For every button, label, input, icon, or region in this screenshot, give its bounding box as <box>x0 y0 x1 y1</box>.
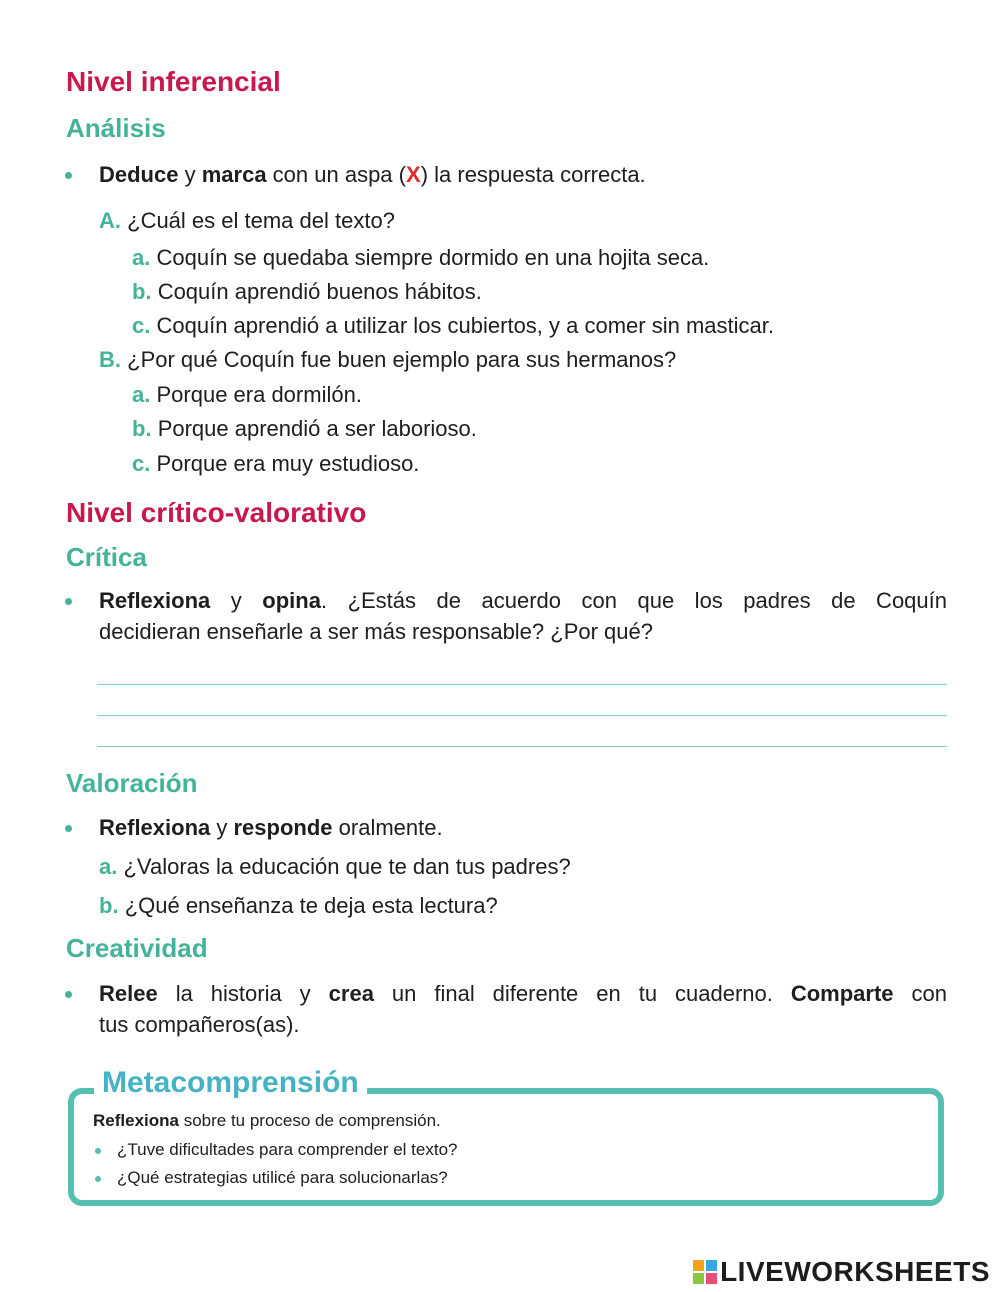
question-b: B. ¿Por qué Coquín fue buen ejemplo para sus hermanos? <box>99 347 677 372</box>
heading-nivel-inferencial: Nivel inferencial <box>66 66 281 97</box>
option-b-a[interactable]: a. Porque era dormilón. <box>132 382 362 407</box>
bullet-icon <box>65 991 72 998</box>
subheading-analisis: Análisis <box>66 113 166 143</box>
answer-line[interactable] <box>97 684 947 685</box>
option-b-b[interactable]: b. Porque aprendió a ser laborioso. <box>132 416 477 441</box>
question-a: A. ¿Cuál es el tema del texto? <box>99 208 395 233</box>
critica-question-line1: Reflexiona y opina. ¿Estás de acuerdo con que los padres de Coquín <box>99 588 947 613</box>
subheading-critica: Crítica <box>66 542 147 572</box>
metacomprension-title: Metacomprensión <box>94 1066 367 1100</box>
valoracion-item-a: a. ¿Valoras la educación que te dan tus padres? <box>99 854 571 879</box>
metacomprension-item: ¿Tuve dificultades para comprender el texto? <box>117 1140 458 1159</box>
subheading-valoracion: Valoración <box>66 768 198 798</box>
bullet-icon <box>65 172 72 179</box>
creatividad-line1: Relee la historia y crea un final diferente en tu cuaderno. Comparte con <box>99 981 947 1006</box>
option-a-c[interactable]: c. Coquín aprendió a utilizar los cubiertos, y a comer sin masticar. <box>132 313 774 338</box>
x-mark-icon: X <box>406 162 421 187</box>
liveworksheets-logo: LIVEWORKSHEETS <box>693 1256 990 1288</box>
metacomprension-instruction: Reflexiona sobre tu proceso de comprensión. <box>93 1111 441 1130</box>
valoracion-item-b: b. ¿Qué enseñanza te deja esta lectura? <box>99 893 498 918</box>
subheading-creatividad: Creatividad <box>66 933 208 963</box>
bullet-icon <box>95 1176 101 1182</box>
option-b-c[interactable]: c. Porque era muy estudioso. <box>132 451 420 476</box>
liveworksheets-logo-icon <box>693 1260 717 1284</box>
creatividad-line2: tus compañeros(as). <box>99 1012 300 1037</box>
option-a-b[interactable]: b. Coquín aprendió buenos hábitos. <box>132 279 482 304</box>
critica-question-line2: decidieran enseñarle a ser más responsable? ¿Por qué? <box>99 619 653 644</box>
instruction-deduce: Deduce y marca con un aspa (X) la respuesta correcta. <box>99 162 646 187</box>
bullet-icon <box>65 598 72 605</box>
option-a-a[interactable]: a. Coquín se quedaba siempre dormido en una hojita seca. <box>132 245 710 270</box>
heading-nivel-critico: Nivel crítico-valorativo <box>66 497 367 528</box>
bullet-icon <box>95 1148 101 1154</box>
metacomprension-item: ¿Qué estrategias utilicé para solucionarlas? <box>117 1168 448 1187</box>
valoracion-instruction: Reflexiona y responde oralmente. <box>99 815 443 840</box>
answer-line[interactable] <box>97 715 947 716</box>
bullet-icon <box>65 825 72 832</box>
answer-line[interactable] <box>97 746 947 747</box>
